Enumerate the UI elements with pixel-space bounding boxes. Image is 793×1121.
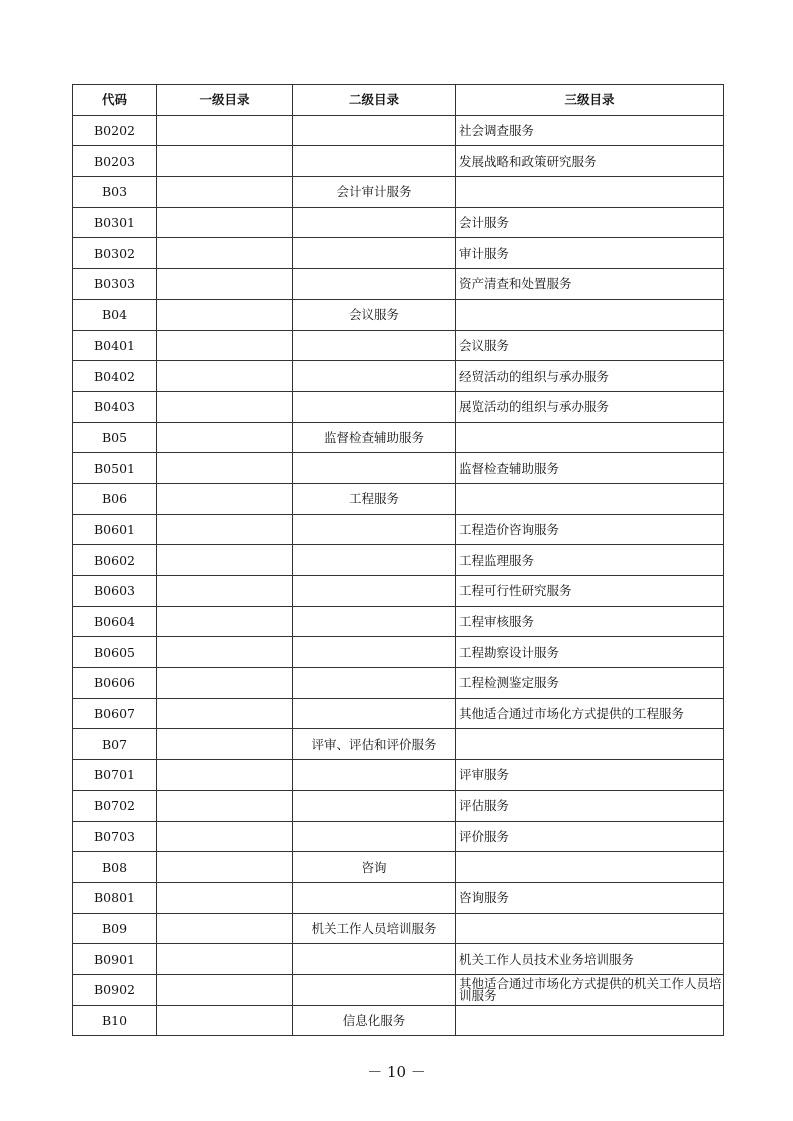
- cell-level1: [157, 1005, 293, 1036]
- table-body: [73, 115, 724, 1036]
- cell-level3: 工程审核服务: [456, 606, 724, 637]
- cell-level2: 机关工作人员培训服务: [293, 913, 456, 944]
- cell-code: B0303: [73, 269, 157, 300]
- table-row: [73, 453, 724, 484]
- table-row: [73, 361, 724, 392]
- cell-level3: [456, 177, 724, 208]
- cell-level3: [456, 852, 724, 883]
- table-row: [73, 1005, 724, 1036]
- cell-level2: [293, 545, 456, 576]
- table-row: [73, 974, 724, 1005]
- cell-code: B09: [73, 913, 157, 944]
- table-row: [73, 729, 724, 760]
- cell-level2: [293, 974, 456, 1005]
- cell-level1: [157, 545, 293, 576]
- table-row: [73, 115, 724, 146]
- cell-level2: [293, 207, 456, 238]
- cell-code: B0501: [73, 453, 157, 484]
- table-row: [73, 422, 724, 453]
- cell-level1: [157, 422, 293, 453]
- cell-level3: [456, 299, 724, 330]
- table-row: [73, 177, 724, 208]
- cell-level1: [157, 790, 293, 821]
- cell-level2: [293, 514, 456, 545]
- cell-level1: [157, 453, 293, 484]
- cell-level1: [157, 882, 293, 913]
- cell-level3: 咨询服务: [456, 882, 724, 913]
- cell-level1: [157, 944, 293, 975]
- cell-level2: [293, 453, 456, 484]
- cell-code: B10: [73, 1005, 157, 1036]
- table-row: [73, 483, 724, 514]
- cell-level3: 会计服务: [456, 207, 724, 238]
- cell-code: B0702: [73, 790, 157, 821]
- cell-code: B07: [73, 729, 157, 760]
- cell-code: B08: [73, 852, 157, 883]
- cell-code: B0703: [73, 821, 157, 852]
- cell-code: B0801: [73, 882, 157, 913]
- cell-level2: [293, 944, 456, 975]
- table-row: [73, 514, 724, 545]
- table-row: [73, 146, 724, 177]
- cell-level1: [157, 913, 293, 944]
- cell-level3: 社会调查服务: [456, 115, 724, 146]
- cell-level2: [293, 146, 456, 177]
- cell-level1: [157, 299, 293, 330]
- cell-level3: 工程可行性研究服务: [456, 576, 724, 607]
- cell-code: B0606: [73, 668, 157, 699]
- table-row: [73, 882, 724, 913]
- cell-level3: 监督检查辅助服务: [456, 453, 724, 484]
- cell-level1: [157, 361, 293, 392]
- cell-code: B0402: [73, 361, 157, 392]
- cell-level3: 其他适合通过市场化方式提供的工程服务: [456, 698, 724, 729]
- cell-level2: [293, 330, 456, 361]
- catalog-table: [72, 84, 724, 1036]
- cell-code: B0601: [73, 514, 157, 545]
- cell-level3: 评审服务: [456, 760, 724, 791]
- cell-code: B0301: [73, 207, 157, 238]
- cell-code: B0901: [73, 944, 157, 975]
- cell-level1: [157, 668, 293, 699]
- table-row: [73, 207, 724, 238]
- cell-level3: 工程检测鉴定服务: [456, 668, 724, 699]
- table-row: [73, 330, 724, 361]
- table-header-row: [73, 85, 724, 116]
- cell-level1: [157, 391, 293, 422]
- cell-level2: 会议服务: [293, 299, 456, 330]
- table-row: [73, 698, 724, 729]
- table-row: [73, 790, 724, 821]
- cell-code: B0403: [73, 391, 157, 422]
- cell-code: B0401: [73, 330, 157, 361]
- cell-level1: [157, 760, 293, 791]
- cell-level3: 展览活动的组织与承办服务: [456, 391, 724, 422]
- cell-level2: [293, 115, 456, 146]
- cell-level1: [157, 974, 293, 1005]
- cell-level1: [157, 269, 293, 300]
- table-row: [73, 852, 724, 883]
- cell-level2: [293, 238, 456, 269]
- cell-level3: [456, 483, 724, 514]
- table-row: [73, 944, 724, 975]
- table-row: [73, 391, 724, 422]
- cell-code: B0302: [73, 238, 157, 269]
- cell-level1: [157, 852, 293, 883]
- cell-code: B0202: [73, 115, 157, 146]
- cell-level2: [293, 391, 456, 422]
- cell-level2: [293, 361, 456, 392]
- cell-code: B0605: [73, 637, 157, 668]
- cell-level1: [157, 207, 293, 238]
- cell-level1: [157, 637, 293, 668]
- cell-level3: 其他适合通过市场化方式提供的机关工作人员培训服务: [456, 974, 724, 1005]
- cell-level3: [456, 1005, 724, 1036]
- table-row: [73, 760, 724, 791]
- cell-level3: 评估服务: [456, 790, 724, 821]
- cell-level2: 监督检查辅助服务: [293, 422, 456, 453]
- cell-level2: [293, 790, 456, 821]
- table-row: [73, 545, 724, 576]
- cell-code: B0902: [73, 974, 157, 1005]
- cell-level1: [157, 576, 293, 607]
- cell-code: B06: [73, 483, 157, 514]
- cell-level1: [157, 514, 293, 545]
- cell-level1: [157, 729, 293, 760]
- cell-level2: [293, 882, 456, 913]
- cell-level1: [157, 330, 293, 361]
- cell-code: B0607: [73, 698, 157, 729]
- cell-level2: [293, 269, 456, 300]
- cell-code: B0701: [73, 760, 157, 791]
- cell-level2: [293, 576, 456, 607]
- table-row: [73, 576, 724, 607]
- cell-code: B05: [73, 422, 157, 453]
- cell-code: B0604: [73, 606, 157, 637]
- header-code: 代码: [73, 85, 157, 116]
- cell-level3: 发展战略和政策研究服务: [456, 146, 724, 177]
- cell-level1: [157, 238, 293, 269]
- cell-level3: 评价服务: [456, 821, 724, 852]
- cell-code: B0603: [73, 576, 157, 607]
- cell-level2: [293, 821, 456, 852]
- header-level3: 三级目录: [456, 85, 724, 116]
- table-row: [73, 299, 724, 330]
- table-row: [73, 913, 724, 944]
- header-level2: 二级目录: [293, 85, 456, 116]
- cell-level1: [157, 483, 293, 514]
- cell-code: B0602: [73, 545, 157, 576]
- cell-level2: 信息化服务: [293, 1005, 456, 1036]
- cell-level3: 资产清查和处置服务: [456, 269, 724, 300]
- cell-level3: 工程监理服务: [456, 545, 724, 576]
- cell-level2: 工程服务: [293, 483, 456, 514]
- cell-level1: [157, 177, 293, 208]
- cell-level1: [157, 606, 293, 637]
- cell-level3: [456, 729, 724, 760]
- cell-level2: 会计审计服务: [293, 177, 456, 208]
- table-row: [73, 821, 724, 852]
- cell-code: B0203: [73, 146, 157, 177]
- table-row: [73, 269, 724, 300]
- cell-level3: 工程勘察设计服务: [456, 637, 724, 668]
- cell-level2: [293, 606, 456, 637]
- cell-level2: 评审、评估和评价服务: [293, 729, 456, 760]
- cell-level3: 经贸活动的组织与承办服务: [456, 361, 724, 392]
- cell-level1: [157, 821, 293, 852]
- page-number: － 10 －: [367, 1063, 426, 1081]
- cell-level3: 机关工作人员技术业务培训服务: [456, 944, 724, 975]
- cell-level1: [157, 698, 293, 729]
- cell-level3: [456, 913, 724, 944]
- cell-level3: 审计服务: [456, 238, 724, 269]
- cell-level2: [293, 668, 456, 699]
- cell-level3: [456, 422, 724, 453]
- table-row: [73, 238, 724, 269]
- cell-level3: 会议服务: [456, 330, 724, 361]
- cell-level2: [293, 698, 456, 729]
- table-row: [73, 606, 724, 637]
- cell-level1: [157, 146, 293, 177]
- table-row: [73, 668, 724, 699]
- cell-code: B04: [73, 299, 157, 330]
- table-row: [73, 637, 724, 668]
- cell-level2: [293, 760, 456, 791]
- cell-level1: [157, 115, 293, 146]
- cell-code: B03: [73, 177, 157, 208]
- cell-level2: 咨询: [293, 852, 456, 883]
- header-level1: 一级目录: [157, 85, 293, 116]
- cell-level2: [293, 637, 456, 668]
- cell-level3: 工程造价咨询服务: [456, 514, 724, 545]
